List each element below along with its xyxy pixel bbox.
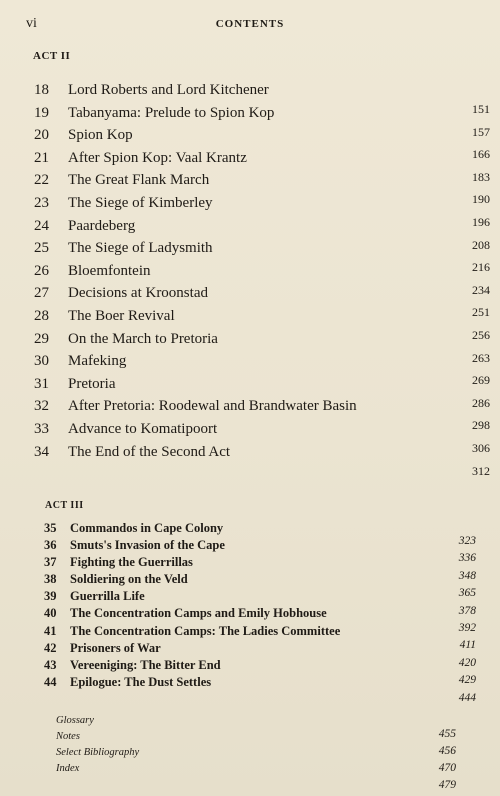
chapter-entry <box>30 125 470 148</box>
chapter-title: The Boer Revival <box>68 307 175 324</box>
page-number: 251 <box>472 305 490 320</box>
page-number: 166 <box>472 147 490 162</box>
chapter-entry <box>42 623 442 640</box>
chapter-title: The Concentration Camps and Emily Hobhouse <box>70 606 327 621</box>
back-matter-entry: Select Bibliography <box>56 747 140 758</box>
page-number: 234 <box>472 282 490 297</box>
back-matter-entry: Index <box>56 763 80 774</box>
chapter-title: Decisions at Kroonstad <box>68 285 208 302</box>
chapter-title: The Great Flank March <box>68 172 210 189</box>
chapter-title: Vereeniging: The Bitter End <box>70 657 221 672</box>
chapter-number: 34 <box>34 443 49 460</box>
chapter-entry <box>30 216 470 239</box>
chapter-entry <box>30 351 470 374</box>
chapter-number: 25 <box>34 240 49 257</box>
act-ii-heading: ACT II <box>33 50 71 62</box>
chapter-title: Fighting the Guerrillas <box>70 555 193 570</box>
page-number: 323 <box>458 535 476 547</box>
page-number: 378 <box>458 604 476 617</box>
chapter-title: Spion Kop <box>68 127 133 144</box>
page-number: 286 <box>472 395 490 410</box>
chapter-number: 38 <box>44 572 57 587</box>
chapter-number: 19 <box>34 104 49 121</box>
back-matter-page-numbers <box>400 727 456 795</box>
page-number: 183 <box>472 169 490 184</box>
page-number: 208 <box>472 237 490 252</box>
chapter-number: 21 <box>34 149 49 166</box>
chapter-entry <box>42 640 442 657</box>
chapter-entry <box>30 193 470 216</box>
page-number: 190 <box>472 192 490 207</box>
page-number: 269 <box>472 373 490 388</box>
chapter-entry <box>42 537 442 554</box>
page-number: 470 <box>438 762 456 774</box>
page-number: 216 <box>472 260 490 275</box>
page-number: 196 <box>472 214 490 229</box>
chapter-entry <box>30 419 470 442</box>
chapter-number: 22 <box>34 172 49 189</box>
chapter-title: Prisoners of War <box>70 640 161 655</box>
chapter-title: The End of the Second Act <box>68 443 231 460</box>
page-number: 479 <box>438 779 456 791</box>
chapter-number: 32 <box>34 398 49 415</box>
chapter-number: 36 <box>44 538 57 553</box>
chapter-entry <box>42 554 442 571</box>
chapter-number: 44 <box>44 674 57 689</box>
chapter-number: 18 <box>34 82 49 98</box>
chapter-entry <box>30 374 470 397</box>
chapter-entry <box>30 170 470 193</box>
chapter-entry <box>30 306 470 329</box>
chapter-title: Smuts's Invasion of the Cape <box>70 538 225 553</box>
chapter-title: The Siege of Kimberley <box>68 194 213 211</box>
page-number: 263 <box>472 350 490 365</box>
chapter-number: 30 <box>34 353 49 370</box>
chapter-title: Epilogue: The Dust Settles <box>70 674 212 689</box>
chapter-entry <box>42 520 442 537</box>
page-number: 429 <box>458 674 476 687</box>
chapter-number: 40 <box>44 606 57 621</box>
back-matter-list <box>56 714 256 778</box>
page-number: 256 <box>472 327 490 342</box>
chapter-number: 39 <box>44 589 57 604</box>
page-number: 411 <box>459 639 476 652</box>
running-title: CONTENTS <box>215 18 285 30</box>
chapter-number: 35 <box>44 521 57 535</box>
chapter-number: 29 <box>34 330 49 347</box>
chapter-entry <box>42 657 442 674</box>
chapter-entry <box>30 103 470 126</box>
chapter-number: 37 <box>44 555 57 570</box>
act-iii-heading: ACT III <box>45 500 84 511</box>
chapter-entry <box>30 80 470 103</box>
page-number: 420 <box>458 656 476 669</box>
chapter-entry <box>42 674 442 691</box>
chapter-title: Guerrilla Life <box>70 589 145 604</box>
chapter-title: Commandos in Cape Colony <box>70 521 224 535</box>
chapter-number: 31 <box>34 375 49 392</box>
page-number: 455 <box>438 728 456 740</box>
folio: vi <box>26 16 37 31</box>
act-iii-page-numbers <box>420 533 476 707</box>
chapter-number: 20 <box>34 127 49 144</box>
page-number: 336 <box>458 552 476 565</box>
chapter-title: After Pretoria: Roodewal and Brandwater Basin <box>68 398 357 415</box>
page-number: 392 <box>458 621 476 634</box>
page-number: 157 <box>472 124 490 139</box>
chapter-title: Soldiering on the Veld <box>70 572 188 587</box>
chapter-entry <box>30 396 470 419</box>
page-header <box>20 14 480 34</box>
chapter-entry <box>30 261 470 284</box>
chapter-title: Bloemfontein <box>68 262 151 279</box>
chapter-number: 42 <box>44 640 57 655</box>
back-matter-entry: Glossary <box>56 715 94 726</box>
page-number: 456 <box>438 745 456 757</box>
chapter-number: 41 <box>44 623 57 638</box>
page-number: 444 <box>458 691 476 704</box>
act-ii-chapter-list <box>30 80 470 464</box>
page-number: 348 <box>458 569 476 582</box>
act-iii-chapter-list <box>42 520 442 691</box>
chapter-title: Lord Roberts and Lord Kitchener <box>68 82 269 98</box>
chapter-number: 43 <box>44 657 57 672</box>
chapter-title: Pretoria <box>68 375 116 392</box>
chapter-title: Mafeking <box>68 353 127 370</box>
page-number: 151 <box>472 102 490 116</box>
chapter-entry <box>30 283 470 306</box>
chapter-title: Tabanyama: Prelude to Spion Kop <box>68 104 275 121</box>
chapter-entry <box>30 148 470 171</box>
chapter-title: After Spion Kop: Vaal Krantz <box>68 149 247 166</box>
act-ii-page-numbers <box>440 100 490 484</box>
chapter-title: Advance to Komatipoort <box>68 420 218 437</box>
chapter-title: Paardeberg <box>68 217 136 234</box>
page-number: 306 <box>472 440 490 455</box>
chapter-number: 23 <box>34 194 49 211</box>
chapter-number: 28 <box>34 307 49 324</box>
page-number: 365 <box>458 587 476 600</box>
chapter-entry <box>30 442 470 465</box>
chapter-entry <box>42 605 442 622</box>
chapter-number: 26 <box>34 262 49 279</box>
page-number: 298 <box>472 418 490 433</box>
chapter-number: 24 <box>34 217 49 234</box>
back-matter-entry: Notes <box>56 731 80 742</box>
chapter-entry <box>30 329 470 352</box>
chapter-entry <box>42 588 442 605</box>
chapter-entry <box>42 571 442 588</box>
chapter-entry <box>30 238 470 261</box>
chapter-number: 33 <box>34 420 49 437</box>
chapter-number: 27 <box>34 285 49 302</box>
page-number: 312 <box>472 463 490 478</box>
chapter-title: The Concentration Camps: The Ladies Committee <box>70 623 341 638</box>
chapter-title: The Siege of Ladysmith <box>68 240 213 257</box>
chapter-title: On the March to Pretoria <box>68 330 218 347</box>
